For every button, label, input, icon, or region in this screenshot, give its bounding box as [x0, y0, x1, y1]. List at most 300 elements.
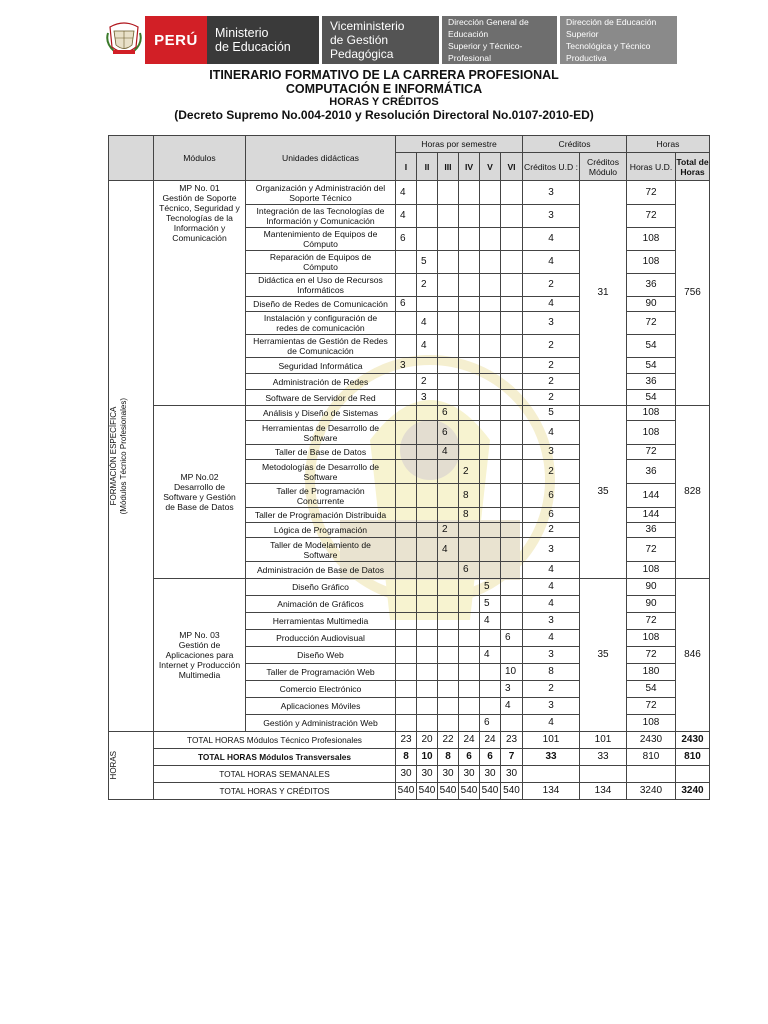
corner-cell: [109, 136, 154, 181]
semester-hours-cell: [459, 681, 480, 698]
semester-hours-cell: [438, 358, 459, 374]
totals-label: TOTAL HORAS Módulos Transversales: [154, 749, 396, 766]
credits-ud-cell: 3: [523, 445, 580, 460]
unit-name-line: Diseño Web: [297, 650, 344, 660]
semester-hours-cell: [438, 664, 459, 681]
semester-hours-cell: [480, 228, 501, 251]
semester-hours-cell: 6: [501, 630, 523, 647]
hours-ud-cell: 36: [627, 460, 676, 484]
module-name-line: Internet y Producción: [158, 660, 241, 670]
semester-hours-cell: [396, 312, 417, 335]
unit-name-line: Integración de las Tecnologías de: [256, 206, 385, 216]
module-name-cell: [154, 406, 246, 579]
semester-hours-cell: [459, 228, 480, 251]
unit-name-line: Diseño de Redes de Comunicación: [253, 299, 388, 309]
unit-name-cell: [246, 613, 396, 630]
semester-hours-cell: [417, 508, 438, 523]
semester-hours-cell: 4: [480, 647, 501, 664]
credits-ud-cell: 4: [523, 421, 580, 445]
unit-name-line: Taller de Base de Datos: [274, 447, 367, 457]
header-horas-ud: Horas U.D.: [627, 153, 676, 181]
unit-name-line: Herramientas de Desarrollo de: [261, 422, 380, 433]
unit-name-line: Mantenimiento de Equipos de: [263, 229, 378, 239]
unit-name-line: Gestión y Administración Web: [263, 718, 378, 728]
semester-hours-cell: [501, 335, 523, 358]
totals-semester-cell: 540: [459, 783, 480, 800]
unit-name-line: Herramientas de Gestión de Redes: [253, 336, 388, 346]
totals-semester-cell: 8: [438, 749, 459, 766]
semester-hours-cell: 6: [438, 406, 459, 421]
totals-semester-cell: 30: [417, 766, 438, 783]
totals-label: TOTAL HORAS Módulos Técnico Profesionales: [154, 732, 396, 749]
document-title: [0, 68, 768, 122]
totals-cred-ud-cell: [523, 766, 580, 783]
side-label-horas-text: HORAS: [109, 751, 118, 780]
module-name-line: MP No. 03: [179, 630, 220, 640]
semester-hours-cell: [480, 251, 501, 274]
semester-hours-cell: [396, 579, 417, 596]
credits-ud-cell: 3: [523, 312, 580, 335]
semester-hours-cell: [438, 698, 459, 715]
semester-hours-cell: [438, 181, 459, 205]
unit-name-line: Software de Servidor de Red: [265, 392, 376, 403]
semester-hours-cell: [480, 274, 501, 297]
ministry-block: [207, 16, 319, 64]
semester-hours-cell: 4: [501, 698, 523, 715]
semester-hours-cell: [438, 562, 459, 579]
semester-hours-cell: [417, 579, 438, 596]
semester-hours-cell: [480, 445, 501, 460]
credits-ud-cell: 4: [523, 630, 580, 647]
semester-hours-cell: [438, 205, 459, 228]
unit-name-line: Informáticos: [297, 285, 344, 295]
ministry-line2: de Educación: [215, 40, 291, 54]
semester-hours-cell: [417, 562, 438, 579]
semester-hours-cell: [438, 297, 459, 312]
semester-hours-cell: 8: [459, 484, 480, 508]
semester-hours-cell: [501, 715, 523, 732]
semester-hours-cell: [417, 358, 438, 374]
semester-hours-cell: [396, 390, 417, 406]
semester-hours-cell: 2: [417, 374, 438, 390]
side-label-horas: [109, 732, 154, 800]
unit-name-cell: [246, 647, 396, 664]
semester-hours-cell: [396, 698, 417, 715]
table-row: [109, 181, 710, 205]
semester-hours-cell: 4: [396, 205, 417, 228]
module-name-line: Tecnologías de la: [166, 213, 233, 223]
semester-hours-cell: [417, 538, 438, 562]
table-row: [109, 406, 710, 421]
semester-hours-cell: [417, 297, 438, 312]
unit-name-line: Información y Comunicación: [266, 216, 375, 226]
hours-ud-cell: 54: [627, 390, 676, 406]
unit-name-line: Software: [303, 432, 338, 443]
semester-hours-cell: [438, 228, 459, 251]
semester-hours-cell: [396, 630, 417, 647]
totals-label: TOTAL HORAS Y CRÉDITOS: [154, 783, 396, 800]
semester-hours-cell: [459, 251, 480, 274]
credits-ud-cell: 3: [523, 613, 580, 630]
header-sem: I: [396, 153, 417, 181]
hours-ud-cell: 90: [627, 297, 676, 312]
semester-hours-cell: [459, 374, 480, 390]
credits-ud-cell: 4: [523, 297, 580, 312]
semester-hours-cell: [501, 484, 523, 508]
totals-semester-cell: 10: [417, 749, 438, 766]
semester-hours-cell: [396, 406, 417, 421]
semester-hours-cell: [501, 312, 523, 335]
module-name-line: MP No.02: [180, 472, 219, 482]
module-name-line: Técnico, Seguridad y: [159, 203, 240, 213]
semester-hours-cell: [480, 358, 501, 374]
dir2-line1: Dirección de Educación Superior: [566, 17, 657, 39]
hours-ud-cell: 144: [627, 484, 676, 508]
module-name-cell: [154, 181, 246, 406]
semester-hours-cell: [480, 390, 501, 406]
unit-name-cell: [246, 562, 396, 579]
unit-name-line: Lógica de Programación: [273, 525, 368, 535]
hours-ud-cell: 72: [627, 647, 676, 664]
semester-hours-cell: [396, 445, 417, 460]
credits-ud-cell: 4: [523, 251, 580, 274]
semester-hours-cell: [438, 647, 459, 664]
module-total-hours-cell: 846: [676, 579, 710, 732]
totals-semester-cell: 22: [438, 732, 459, 749]
module-total-hours-cell: 756: [676, 181, 710, 406]
semester-hours-cell: [459, 335, 480, 358]
credits-ud-cell: 4: [523, 596, 580, 613]
semester-hours-cell: [396, 538, 417, 562]
semester-hours-cell: 5: [480, 579, 501, 596]
semester-hours-cell: [501, 647, 523, 664]
hours-ud-cell: 72: [627, 445, 676, 460]
semester-hours-cell: [396, 647, 417, 664]
semester-hours-cell: [417, 596, 438, 613]
semester-hours-cell: [480, 460, 501, 484]
semester-hours-cell: [501, 181, 523, 205]
semester-hours-cell: [396, 715, 417, 732]
unit-name-cell: [246, 508, 396, 523]
module-name-line: Gestión de: [178, 640, 221, 650]
credits-ud-cell: 2: [523, 358, 580, 374]
header-modulos: Módulos: [154, 136, 246, 181]
semester-hours-cell: [396, 484, 417, 508]
unit-name-cell: [246, 406, 396, 421]
semester-hours-cell: 4: [480, 613, 501, 630]
semester-hours-cell: 4: [417, 312, 438, 335]
side-label-line1: FORMACIÓN ESPECÍFICA: [109, 406, 118, 506]
unit-name-cell: [246, 715, 396, 732]
totals-semester-cell: 24: [459, 732, 480, 749]
totals-horas-ud-cell: 2430: [627, 732, 676, 749]
semester-hours-cell: [501, 613, 523, 630]
semester-hours-cell: 2: [459, 460, 480, 484]
hours-ud-cell: 72: [627, 312, 676, 335]
semester-hours-cell: [417, 421, 438, 445]
semester-hours-cell: [501, 538, 523, 562]
dir2-line2: Tecnológica y Técnico Productiva: [566, 41, 651, 63]
totals-semester-cell: 6: [480, 749, 501, 766]
unit-name-cell: [246, 445, 396, 460]
semester-hours-cell: [438, 596, 459, 613]
semester-hours-cell: 3: [417, 390, 438, 406]
semester-hours-cell: 6: [480, 715, 501, 732]
semester-hours-cell: [438, 508, 459, 523]
semester-hours-cell: 6: [396, 228, 417, 251]
semester-hours-cell: [438, 579, 459, 596]
unit-name-line: Cómputo: [303, 239, 338, 249]
header-sem: II: [417, 153, 438, 181]
module-name-line: Aplicaciones para: [165, 650, 234, 660]
totals-semester-cell: 30: [396, 766, 417, 783]
title-line4: (Decreto Supremo No.004-2010 y Resolución Directoral No.0107-2010-ED): [174, 108, 594, 122]
unit-name-cell: [246, 664, 396, 681]
semester-hours-cell: 3: [501, 681, 523, 698]
totals-semester-cell: 24: [480, 732, 501, 749]
semester-hours-cell: [438, 390, 459, 406]
semester-hours-cell: [438, 374, 459, 390]
totals-horas-ud-cell: 810: [627, 749, 676, 766]
credits-ud-cell: 2: [523, 681, 580, 698]
semester-hours-cell: [417, 460, 438, 484]
semester-hours-cell: [480, 406, 501, 421]
unit-name-cell: [246, 630, 396, 647]
semester-hours-cell: [417, 181, 438, 205]
totals-cred-ud-cell: 134: [523, 783, 580, 800]
unit-name-line: Software: [303, 471, 338, 482]
hours-ud-cell: 108: [627, 421, 676, 445]
unit-name-line: Taller de Programación: [276, 485, 365, 496]
semester-hours-cell: [480, 523, 501, 538]
unit-name-line: Metodologías de Desarrollo de: [261, 461, 380, 472]
semester-hours-cell: 4: [438, 538, 459, 562]
semester-hours-cell: [438, 460, 459, 484]
header-creditos-ud: Créditos U.D :: [523, 153, 580, 181]
semester-hours-cell: [459, 630, 480, 647]
semester-hours-cell: 4: [417, 335, 438, 358]
unit-name-line: Análisis y Diseño de Sistemas: [262, 408, 379, 418]
vice-ministry-block: [322, 16, 439, 64]
credits-ud-cell: 4: [523, 228, 580, 251]
unit-name-line: Taller de Programación Web: [266, 667, 375, 677]
unit-name-cell: [246, 538, 396, 562]
hours-ud-cell: 108: [627, 251, 676, 274]
vice-line1: Viceministerio: [330, 19, 405, 33]
title-line2: COMPUTACIÓN E INFORMÁTICA: [285, 82, 483, 96]
credits-ud-cell: 5: [523, 406, 580, 421]
semester-hours-cell: [459, 698, 480, 715]
semester-hours-cell: [438, 335, 459, 358]
credits-ud-cell: 3: [523, 698, 580, 715]
header-sem: V: [480, 153, 501, 181]
totals-total-cell: 3240: [676, 783, 710, 800]
totals-semester-cell: 23: [501, 732, 523, 749]
unit-name-cell: [246, 579, 396, 596]
unit-name-cell: [246, 460, 396, 484]
totals-cred-ud-cell: 101: [523, 732, 580, 749]
semester-hours-cell: [459, 647, 480, 664]
semester-hours-cell: [459, 312, 480, 335]
unit-name-cell: [246, 228, 396, 251]
hours-ud-cell: 144: [627, 508, 676, 523]
semester-hours-cell: [501, 251, 523, 274]
semester-hours-cell: [501, 562, 523, 579]
semester-hours-cell: [396, 681, 417, 698]
ministry-line1: Ministerio: [215, 26, 269, 40]
unit-name-line: Administración de Redes: [272, 376, 369, 387]
semester-hours-cell: [417, 630, 438, 647]
totals-row: [109, 766, 710, 783]
semester-hours-cell: 6: [438, 421, 459, 445]
unit-name-line: Seguridad Informática: [278, 360, 363, 371]
semester-hours-cell: [438, 715, 459, 732]
semester-hours-cell: [480, 630, 501, 647]
header-total-horas: Total de Horas: [676, 153, 710, 181]
unit-name-cell: [246, 181, 396, 205]
semester-hours-cell: [438, 312, 459, 335]
semester-hours-cell: [459, 523, 480, 538]
unit-name-cell: [246, 698, 396, 715]
semester-hours-cell: [396, 664, 417, 681]
credits-ud-cell: 3: [523, 647, 580, 664]
semester-hours-cell: [417, 698, 438, 715]
semester-hours-cell: [396, 508, 417, 523]
header-sem: VI: [501, 153, 523, 181]
unit-name-line: Cómputo: [303, 262, 338, 272]
hours-ud-cell: 72: [627, 181, 676, 205]
totals-cred-mod-cell: 134: [580, 783, 627, 800]
totals-semester-cell: 540: [438, 783, 459, 800]
semester-hours-cell: 2: [438, 523, 459, 538]
title-line1: ITINERARIO FORMATIVO DE LA CARRERA PROFESIONAL: [209, 68, 559, 82]
unit-name-line: Producción Audiovisual: [276, 633, 365, 643]
totals-semester-cell: 30: [459, 766, 480, 783]
header-creditos: Créditos: [523, 136, 627, 153]
semester-hours-cell: [480, 681, 501, 698]
hours-ud-cell: 108: [627, 630, 676, 647]
side-label-text: [109, 398, 129, 514]
module-name-line: Información y: [173, 223, 226, 233]
hours-ud-cell: 108: [627, 562, 676, 579]
unit-name-line: Taller de Programación Distribuida: [254, 510, 387, 520]
unit-name-cell: [246, 251, 396, 274]
credits-ud-cell: 2: [523, 460, 580, 484]
semester-hours-cell: [501, 374, 523, 390]
semester-hours-cell: [417, 205, 438, 228]
semester-hours-cell: [501, 358, 523, 374]
semester-hours-cell: [438, 484, 459, 508]
semester-hours-cell: [459, 297, 480, 312]
semester-hours-cell: [459, 613, 480, 630]
unit-name-line: Soporte Técnico: [289, 192, 352, 203]
semester-hours-cell: [396, 251, 417, 274]
credits-ud-cell: 3: [523, 181, 580, 205]
semester-hours-cell: [480, 698, 501, 715]
unit-name-cell: [246, 421, 396, 445]
semester-hours-cell: 4: [396, 181, 417, 205]
unit-name-cell: [246, 390, 396, 406]
unit-name-line: Administración de Base de Datos: [256, 565, 385, 575]
unit-name-line: redes de comunicación: [276, 323, 365, 333]
totals-row: [109, 749, 710, 766]
semester-hours-cell: [396, 562, 417, 579]
semester-hours-cell: [396, 274, 417, 297]
semester-hours-cell: [417, 523, 438, 538]
totals-total-cell: 810: [676, 749, 710, 766]
header-horas-semestre: Horas por semestre: [396, 136, 523, 153]
hours-ud-cell: 36: [627, 374, 676, 390]
credits-hours-table: [108, 135, 710, 800]
semester-hours-cell: [480, 312, 501, 335]
semester-hours-cell: [438, 681, 459, 698]
semester-hours-cell: [501, 228, 523, 251]
semester-hours-cell: [459, 579, 480, 596]
module-name-cell: [154, 579, 246, 732]
module-name-line: Comunicación: [172, 233, 227, 243]
credits-ud-cell: 4: [523, 562, 580, 579]
semester-hours-cell: [501, 523, 523, 538]
semester-hours-cell: [417, 228, 438, 251]
module-name-line: de Base de Datos: [165, 502, 234, 512]
unit-name-cell: [246, 335, 396, 358]
hours-ud-cell: 90: [627, 596, 676, 613]
hours-ud-cell: 54: [627, 681, 676, 698]
totals-horas-ud-cell: 3240: [627, 783, 676, 800]
credits-ud-cell: 4: [523, 715, 580, 732]
hours-ud-cell: 72: [627, 205, 676, 228]
semester-hours-cell: [480, 297, 501, 312]
dir1-line2: Superior y Técnico-Profesional: [448, 41, 523, 63]
semester-hours-cell: [501, 297, 523, 312]
totals-row: [109, 732, 710, 749]
semester-hours-cell: [480, 538, 501, 562]
semester-hours-cell: [396, 421, 417, 445]
semester-hours-cell: 2: [417, 274, 438, 297]
hours-ud-cell: 72: [627, 698, 676, 715]
header-unidades: Unidades didácticas: [246, 136, 396, 181]
unit-name-line: Aplicaciones Móviles: [280, 701, 361, 711]
unit-name-cell: [246, 358, 396, 374]
unit-name-cell: [246, 205, 396, 228]
hours-ud-cell: 36: [627, 274, 676, 297]
semester-hours-cell: [480, 421, 501, 445]
totals-semester-cell: 30: [438, 766, 459, 783]
unit-name-cell: [246, 274, 396, 297]
semester-hours-cell: [417, 664, 438, 681]
semester-hours-cell: [501, 205, 523, 228]
header-banner: [103, 16, 677, 64]
semester-hours-cell: [459, 406, 480, 421]
semester-hours-cell: [501, 421, 523, 445]
peru-brand: PERÚ: [145, 16, 207, 64]
unit-name-cell: [246, 681, 396, 698]
unit-name-line: Software: [303, 549, 338, 560]
totals-semester-cell: 23: [396, 732, 417, 749]
semester-hours-cell: [459, 445, 480, 460]
semester-hours-cell: [417, 484, 438, 508]
semester-hours-cell: 10: [501, 664, 523, 681]
unit-name-line: Animación de Gráficos: [277, 599, 364, 609]
semester-hours-cell: [459, 538, 480, 562]
totals-total-cell: 2430: [676, 732, 710, 749]
semester-hours-cell: [438, 630, 459, 647]
credits-module-cell: 31: [580, 181, 627, 406]
semester-hours-cell: [459, 181, 480, 205]
semester-hours-cell: [396, 613, 417, 630]
semester-hours-cell: [480, 374, 501, 390]
hours-ud-cell: 108: [627, 228, 676, 251]
